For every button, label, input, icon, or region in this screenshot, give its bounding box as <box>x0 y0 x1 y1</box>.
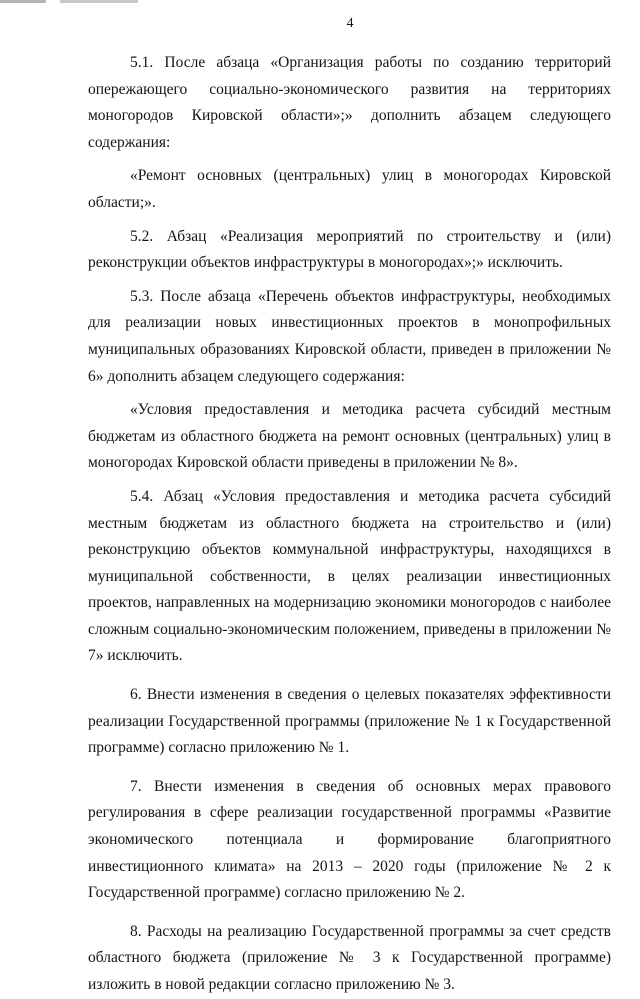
paragraph-5-3-insert: «Условия предоставления и методика расчета субсидий местным бюджетам из областного бюджета на ремонт основных (центральных) улиц в моногородах Кировской области приведены в приложении № 8». <box>88 401 611 472</box>
paragraph-5-2: 5.2. Абзац «Реализация мероприятий по строительству и (или) реконструкции объектов инфраструктуры в моногородах»;» исключить. <box>88 227 611 272</box>
paragraph-5-1-insert: «Ремонт основных (центральных) улиц в моногородах Кировской области;». <box>88 167 611 211</box>
paragraph-5-3: 5.3. После абзаца «Перечень объектов инфраструктуры, необходимых для реализации новых инвестиционных проектов в монопрофильных муниципальных образованиях Кировской области, приведен в приложении № 6» дополнить абзацем следующего содержания: <box>88 287 611 385</box>
paragraph-6: 6. Внести изменения в сведения о целевых показателях эффективности реализации Государственной программы (приложение № 1 к Государственной программе) согласно приложению № 1. <box>88 686 611 757</box>
page-number: 4 <box>346 16 354 31</box>
paragraph-8: 8. Расходы на реализацию Государственной программы за счет средств областного бюджета (приложение № 3 к Государственной программе) изложить в новой редакции согласно приложению № 3. <box>88 922 611 993</box>
paragraph-5-4: 5.4. Абзац «Условия предоставления и методика расчета субсидий местным бюджетам из областного бюджета на строительство и (или) реконструкцию объектов коммунальной инфраструктуры, находящихся в муниципальной собственности, в целях реализации инвестиционных проектов, направленных на модернизацию экономики моногородов с наиболее сложным социально-экономическим положением, приведены в приложении № 7» исключить. <box>88 487 611 665</box>
paragraph-5-1: 5.1. После абзаца «Организация работы по созданию территорий опережающего социально-экономического развития на территориях моногородов Кировской области»;» дополнить абзацем следующего содержания: <box>88 54 611 151</box>
paragraph-7: 7. Внести изменения в сведения об основных мерах правового регулирования в сфере реализации государственной программы «Развитие экономического потенциала и формирование благоприятного инвестиционного климата» на 2013 – 2020 годы (приложение № 2 к Государственной программе) согласно приложению № 2. <box>88 777 611 902</box>
document-body <box>88 50 611 999</box>
scan-edge-mark <box>0 0 230 3</box>
